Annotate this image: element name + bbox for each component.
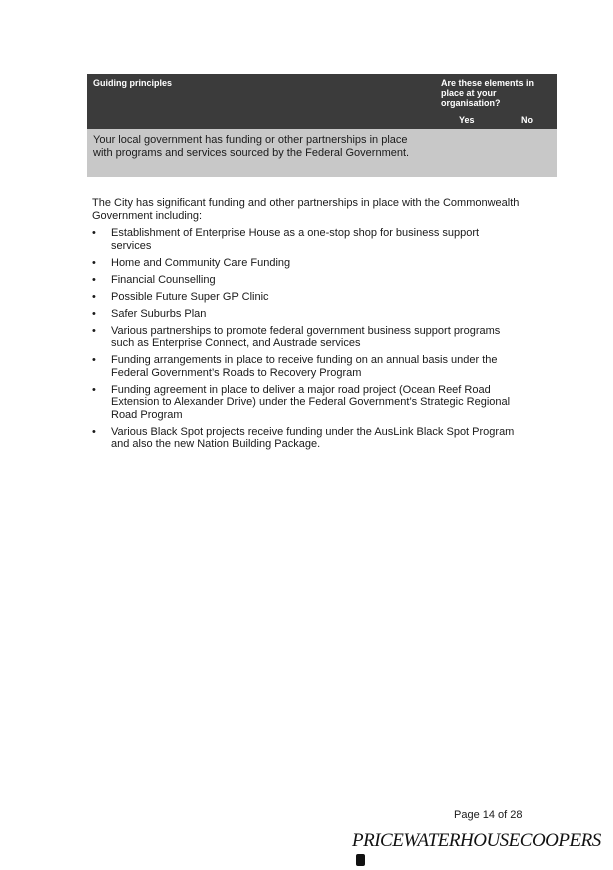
list-item-text: Various partnerships to promote federal government business support programs such as Enterprise Connect, and Austrade services [111,324,501,349]
bullet-icon: • [92,256,96,269]
list-item-text: Possible Future Super GP Clinic [111,290,269,303]
pwc-logo [352,830,613,870]
list-item-text: Financial Counselling [111,273,216,286]
table-row-text: Your local government has funding or other partnerships in place with programs and services sourced by the Federal Government. [93,134,410,159]
list-item-text: Establishment of Enterprise House as a one-stop shop for business support services [111,227,480,252]
header-in-place-question: Are these elements in place at your organisation? [441,78,535,108]
page-number: Page 14 of 28 [454,809,523,821]
list-item-text: Safer Suburbs Plan [111,307,207,320]
intro-paragraph: The City has significant funding and other partnerships in place with the Commonwealth Government including: [92,197,520,222]
table-row [87,129,557,177]
table-header [87,74,557,129]
bullet-icon: • [92,354,96,366]
list-item [92,308,522,321]
list-item-text: Various Black Spot projects receive funding under the AusLink Black Spot Program and also the new Nation Building Package. [111,425,515,450]
header-no: No [521,115,533,125]
logo-mark-icon [356,854,365,866]
list-item [92,257,522,270]
list-item [92,227,522,252]
bullet-icon: • [92,324,96,337]
list-item [92,291,522,304]
list-item-text: Funding agreement in place to deliver a major road project (Ocean Reef Road Extension to Alexander Drive) under the Federal Government’s Strategic Regional Road Program [111,383,511,421]
bullet-icon: • [92,307,96,320]
list-item-text: Funding arrangements in place to receive funding on an annual basis under the Federal Government’s Roads to Recovery Program [111,354,498,379]
list-item [92,274,522,287]
list-item [92,354,522,379]
bullet-list [92,227,522,451]
guiding-principles-table [87,74,557,177]
header-yes: Yes [459,115,475,125]
list-item [92,384,522,422]
bullet-icon: • [92,227,96,239]
logo-wordmark: PRICEWATERHOUSECOOPERS [352,830,601,851]
bullet-icon: • [92,425,96,438]
list-item [92,325,522,350]
body-section [92,197,522,455]
bullet-icon: • [92,383,96,396]
header-guiding-principles: Guiding principles [93,78,173,88]
bullet-icon: • [92,290,96,303]
list-item [92,426,522,451]
bullet-icon: • [92,273,96,286]
list-item-text: Home and Community Care Funding [111,256,291,269]
